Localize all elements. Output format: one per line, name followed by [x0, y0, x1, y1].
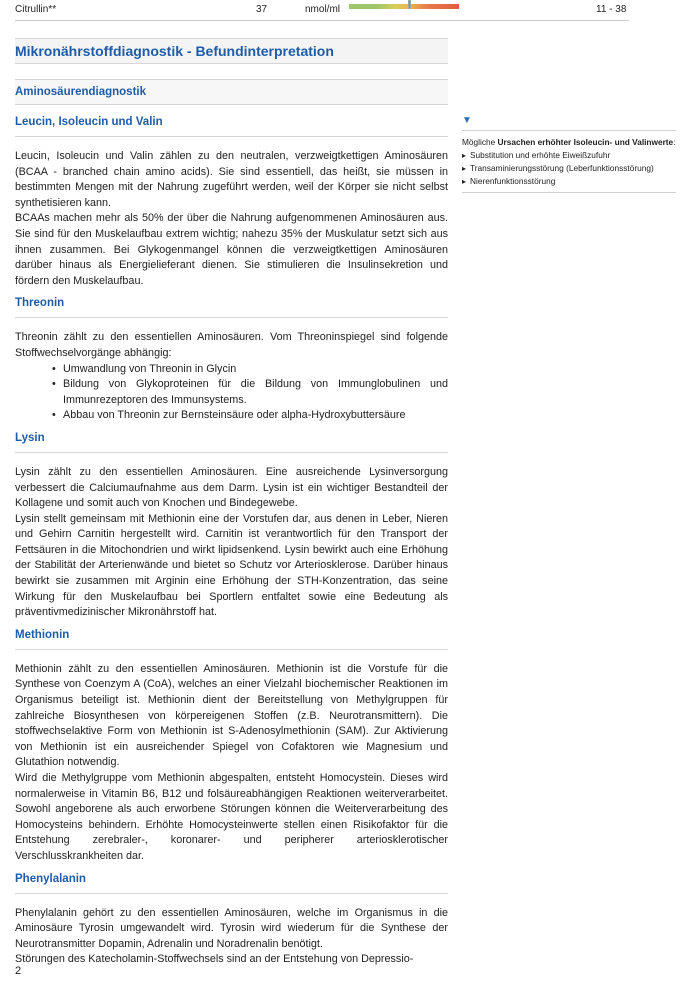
list-item: • Bildung von Glykoproteinen für die Bildung von Immunglobulinen und Immunrezeptoren des Immunsystems. [63, 377, 448, 408]
body-paragraph: Phenylalanin gehört zu den essentiellen Aminosäuren, welche im Organismus in die Aminosäure Tyrosin umgewandelt wird. Tyrosin wird wiederum für die Synthese der Neurotransmitter Dopamin, Adrenalin und Noradrenalin benötigt. [15, 906, 448, 950]
result-header-row [15, 4, 629, 18]
header-divider [15, 20, 629, 21]
sidebar-box [462, 130, 676, 193]
page-title: Mikronährstoffdiagnostik - Befundinterpretation [15, 38, 448, 64]
expand-arrow-icon[interactable]: ▼ [462, 115, 472, 126]
value-marker [408, 0, 411, 9]
body-paragraph: Methionin zählt zu den essentiellen Aminosäuren. Methionin ist die Vorstufe für die Synthese von Coenzym A (CoA), welches an einer Vielzahl biochemischer Reaktionen im Organismus beteiligt ist. Methionin dient der Bereitstellung von Methylgruppen für zahlreiche Biosynthesen von körpereigenen Stoffen (z.B. Neurotransmittern). Die stoffwechselaktive Form von Methionin ist S-Adenosylmethionin (SAM). Zur Aktivierung von Methionin ist ein ausreichender Spiegel von Cofaktoren wie Magnesium und Glutathion notwendig. [15, 662, 448, 769]
bullet-list [15, 362, 448, 424]
body-paragraph: Lysin zählt zu den essentiellen Aminosäuren. Eine ausreichende Lysinversorgung verbessert die Calciumaufnahme aus dem Darm. Lysin ist ein wichtiger Bestandteil der Kollagene und somit auch von Knochen und Bindegewebe. [15, 465, 448, 510]
body-paragraph: Lysin stellt gemeinsam mit Methionin eine der Vorstufen dar, aus denen in Leber, Nieren und Gehirn Carnitin hergestellt wird. Carnitin ist verantwortlich für den Transport der Fettsäuren in die Mitochondrien und wirkt lipidsenkend. Lysin bewirkt auch eine Erhöhung der Stabilität der Arterienwände und bietet so Schutz vor Arteriosklerose. Darüber hinaus bewirkt sie zusammen mit Arginin eine Erhöhung der STH-Konzentration, das seine Wirkung für den Muskelaufbau bei Sportlern entfaltet sowie eine Bedeutung als präventivmedizinischer Mikronährstoff hat. [15, 512, 448, 619]
analyte-name: Citrullin** [15, 4, 57, 15]
reference-range-bar [349, 4, 459, 9]
section-title: Aminosäurendiagnostik [15, 79, 448, 105]
sidebar-intro-bold: Ursachen erhöhter Isoleucin- und Valinwerte [497, 137, 674, 147]
list-item: • Abbau von Threonin zur Bernsteinsäure oder alpha-Hydroxybuttersäure [63, 408, 448, 424]
list-item: • Umwandlung von Threonin in Glycin [63, 362, 448, 378]
section-heading: Leucin, Isoleucin und Valin [15, 114, 448, 137]
page-number: 2 [15, 965, 22, 977]
body-paragraph: Wird die Methylgruppe vom Methionin abgespalten, entsteht Homocystein. Dieses wird normalerweise in Vitamin B6, B12 und folsäureabhängigen Reaktionen weiterverarbeitet. Sowohl angeborene als auch erworbene Störungen können die Weiterverarbeitung des Homocysteins behindern. Erhöhte Homocysteinwerte stellen einen Risikofaktor für die Entstehung zerebraler-, koronarer- und peripherer arteriosklerotischer Verschlusskrankheiten dar. [15, 772, 448, 862]
section-heading: Methionin [15, 627, 448, 650]
body-paragraph: BCAAs machen mehr als 50% der über die Nahrung aufgenommenen Aminosäuren aus. Sie sind für den Muskelaufbau extrem wichtig; nahezu 35% der Muskulatur setzt sich aus ihnen zusammen. Bei Glykogenmangel können die verzweigtkettigen Aminosäuren darüber hinaus als Energielieferant dienen. Sie stimulieren die Insulinsekretion und fördern den Muskelaufbau. [15, 212, 448, 287]
analyte-value: 37 [256, 4, 268, 15]
sidebar-intro-suffix: : [673, 137, 676, 147]
sidebar-intro [462, 136, 676, 149]
block-spacer [15, 968, 448, 974]
content-block [15, 627, 448, 871]
sidebar-intro-prefix: Mögliche [462, 137, 498, 147]
body-paragraph: Leucin, Isoleucin und Valin zählen zu den neutralen, verzweigtkettigen Aminosäuren (BCAA - branched chain amino acids). Sie sind essentiell, das heißt, sie müssen in bestimmten Mengen mit der Nahrung zugeführt werden, weil der Körper sie nicht selbst synthetisieren kann. [15, 150, 448, 209]
sidebar-note [462, 116, 676, 193]
content-block [15, 430, 448, 627]
content-block [15, 871, 448, 974]
content-block [15, 114, 448, 295]
report-content [15, 38, 448, 974]
content-blocks [15, 114, 448, 974]
reference-range: 11 - 38 [596, 4, 627, 15]
sidebar-list-item: ▸ Nierenfunktionsstörung [462, 175, 676, 188]
section-heading: Lysin [15, 430, 448, 453]
content-block [15, 295, 448, 430]
section-heading: Threonin [15, 295, 448, 318]
analyte-unit: nmol/ml [305, 4, 341, 15]
section-heading: Phenylalanin [15, 871, 448, 894]
sidebar-list [462, 149, 676, 188]
body-paragraph: Threonin zählt zu den essentiellen Aminosäuren. Vom Threoninspiegel sind folgende Stoffwechselvorgänge abhängig: [15, 331, 448, 359]
body-paragraph: Störungen des Katecholamin-Stoffwechsels sind an der Entstehung von Depressio- [15, 953, 414, 966]
sidebar-list-item: ▸ Substitution und erhöhte Eiweißzufuhr [462, 149, 676, 162]
sidebar-list-item: ▸ Transaminierungsstörung (Leberfunktionsstörung) [462, 162, 676, 175]
